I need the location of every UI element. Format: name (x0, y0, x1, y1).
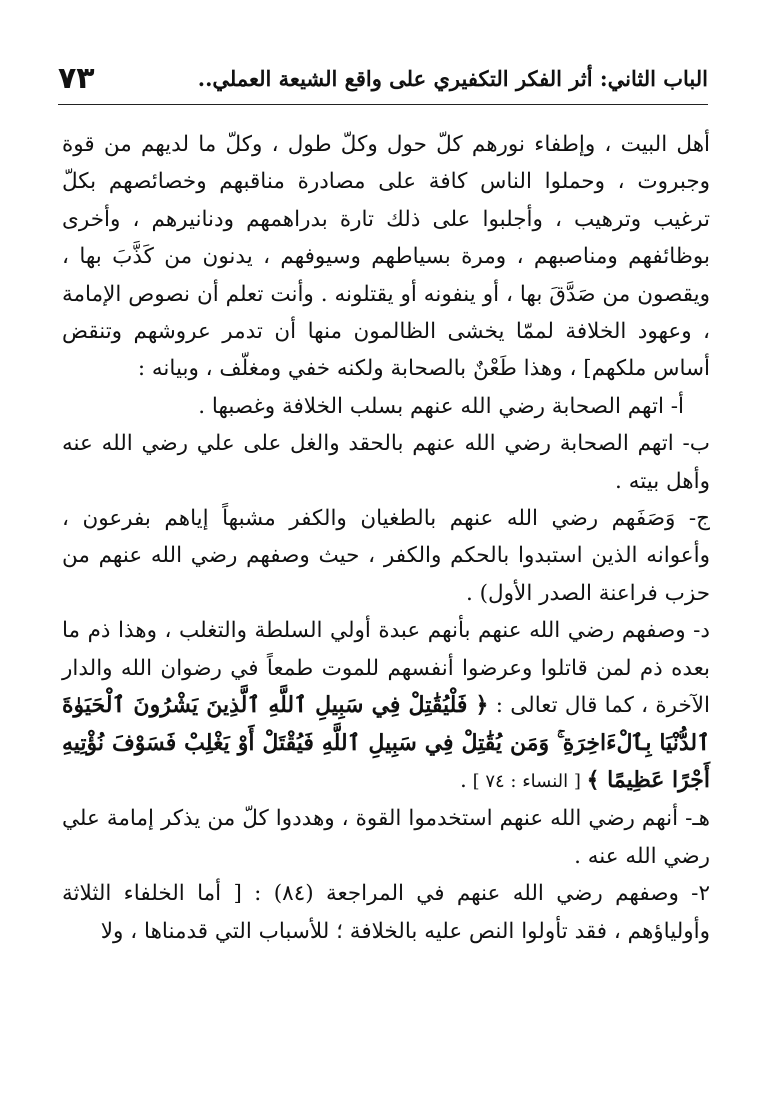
body-text (62, 126, 710, 950)
list-item-a: أ- اتهم الصحابة رضي الله عنهم بسلب الخلافة وغصبها . (198, 393, 684, 419)
list-item-d-text: د- وصفهم رضي الله عنهم بأنهم عبدة أولي السلطة والتغلب ، وهذا ذم ما بعده ذم لمن قاتلوا وعرضوا أنفسهم للموت طمعاً في رضوان الله والدار الآخرة ، كما قال تعالى : (62, 618, 710, 719)
header-divider (58, 104, 708, 105)
list-item-c: ج- وَصَفَهم رضي الله عنهم بالطغيان والكفر مشبهاً إياهم بفرعون ، وأعوانه الذين استبدوا بالحكم والكفر ، حيث وصفهم رضي الله عنهم من حزب فراعنة الصدر الأول) . (62, 506, 710, 606)
numbered-item-2: ٢- وصفهم رضي الله عنهم في المراجعة (٨٤) : [ أما الخلفاء الثلاثة وأولياؤهم ، فقد تأولوا النص عليه بالخلافة ؛ للأسباب التي قدمناها ، ولا (62, 881, 711, 944)
list-item-h: هـ- أنهم رضي الله عنهم استخدموا القوة ، وهددوا كلّ من يذكر إمامة علي رضي الله عنه . (62, 806, 710, 869)
quran-verse: ﴿ فَلْيُقَٰتِلْ فِي سَبِيلِ ٱللَّهِ ٱلَّذِينَ يَشْرُونَ ٱلْحَيَوٰةَ ٱلدُّنْيَا بِٱلْءَاخِرَةِ ۚ وَمَن يُقَٰتِلْ فِي سَبِيلِ ٱللَّهِ فَيُقْتَلْ أَوْ يَغْلِبْ فَسَوْفَ نُؤْتِيهِ أَجْرًا عَظِيمًا ﴾ (62, 692, 710, 793)
page-header (58, 62, 708, 102)
page-number: ٧٣ (58, 61, 95, 96)
running-title: الباب الثاني: أثر الفكر التكفيري على واقع الشيعة العملي.. (197, 66, 708, 91)
list-item-b: ب- اتهم الصحابة رضي الله عنهم بالحقد والغل على علي رضي الله عنه وأهل بيته . (62, 431, 710, 494)
list-item-d (62, 612, 710, 800)
list-item-d-end: . (460, 767, 467, 793)
verse-citation: [ النساء : ٧٤ ] (466, 770, 587, 792)
paragraph-continuation: أهل البيت ، وإطفاء نورهم كلّ حول وكلّ طول ، وكلّ ما لديهم من قوة وجبروت ، وحملوا الناس كافة على مصادرة مناقبهم وخصائصهم بكلّ ترغيب وترهيب ، وأجلبوا على ذلك تارة بدراهمهم ودنانيرهم ، وأخرى بوظائفهم ومناصبهم ، ومرة بسياطهم وسيوفهم ، يدنون من كَذَّبَ بها ، ويقصون من صَدَّقَ بها ، أو ينفونه أو يقتلونه . وأنت تعلم أن نصوص الإمامة ، وعهود الخلافة لممّا يخشى الظالمون منها أن تدمر عروشهم وتنقض أساس ملكهم] ، وهذا طَعْنٌ بالصحابة ولكنه خفي ومغلّف ، وبيانه : (62, 132, 710, 382)
